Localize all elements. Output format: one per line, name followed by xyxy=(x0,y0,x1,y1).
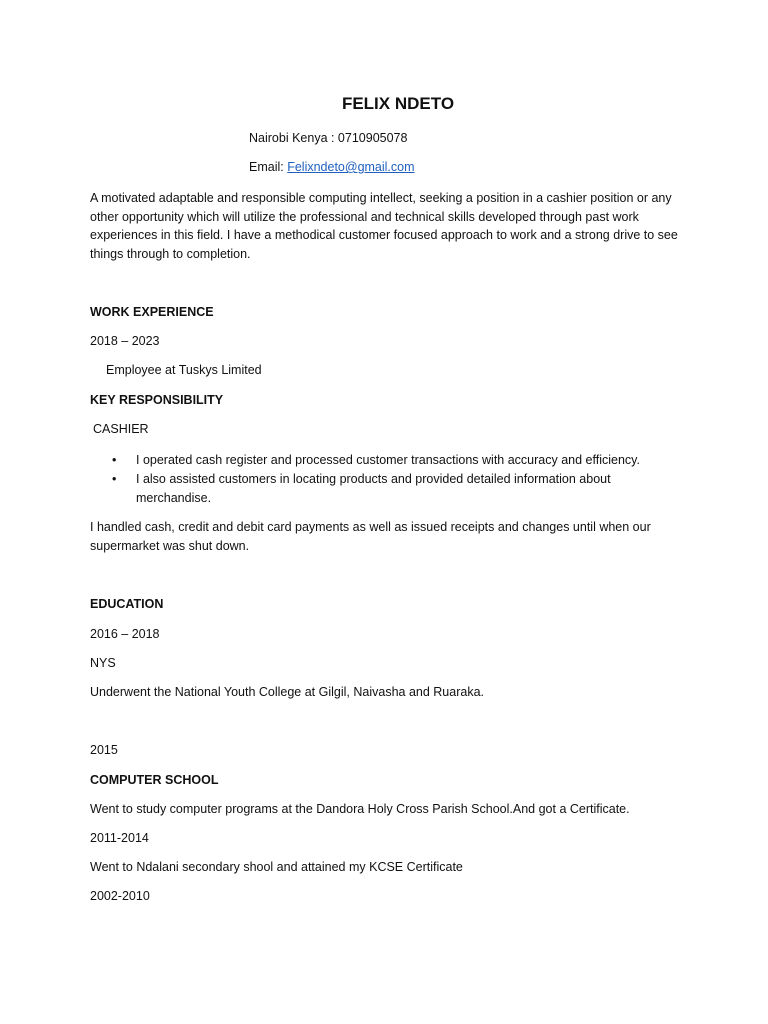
location-phone: Nairobi Kenya : 0710905078 xyxy=(249,131,408,145)
list-item-text: I also assisted customers in locating products and provided detailed information about merchandise. xyxy=(136,472,611,505)
list-item xyxy=(112,470,672,508)
education-year-2: 2015 xyxy=(90,743,118,757)
education-school-1: NYS xyxy=(90,656,116,670)
bullet-icon: • xyxy=(112,472,117,486)
list-item xyxy=(112,451,672,470)
bullet-icon: • xyxy=(112,453,117,467)
computer-school-heading: COMPUTER SCHOOL xyxy=(90,773,219,787)
work-years: 2018 – 2023 xyxy=(90,334,160,348)
education-desc-1: Underwent the National Youth College at Gilgil, Naivasha and Ruaraka. xyxy=(90,685,484,699)
education-desc-3: Went to Ndalani secondary shool and attained my KCSE Certificate xyxy=(90,860,463,874)
education-heading: EDUCATION xyxy=(90,597,164,611)
position-title: CASHIER xyxy=(93,422,149,436)
summary-paragraph: A motivated adaptable and responsible computing intellect, seeking a position in a cashier position or any other opportunity which will utilize the professional and technical skills developed through past work experiences in this field. I have a methodical customer focused approach to work and a strong drive to see things through to completion. xyxy=(90,191,678,261)
education-years-3: 2011-2014 xyxy=(90,831,149,845)
responsibility-list xyxy=(112,451,672,508)
email-line xyxy=(249,160,415,174)
education-years-4: 2002-2010 xyxy=(90,889,150,903)
candidate-name: FELIX NDETO xyxy=(341,94,455,113)
education-desc-2: Went to study computer programs at the Dandora Holy Cross Parish School.And got a Certificate. xyxy=(90,802,630,816)
work-role: Employee at Tuskys Limited xyxy=(106,363,262,377)
work-experience-heading: WORK EXPERIENCE xyxy=(90,305,214,319)
key-responsibility-heading: KEY RESPONSIBILITY xyxy=(90,393,224,407)
email-link[interactable]: Felixndeto@gmail.com xyxy=(287,160,415,174)
education-years-1: 2016 – 2018 xyxy=(90,627,160,641)
list-item-text: I operated cash register and processed customer transactions with accuracy and efficiency. xyxy=(136,453,640,467)
work-closing-paragraph: I handled cash, credit and debit card payments as well as issued receipts and changes until when our supermarket was shut down. xyxy=(90,520,651,553)
email-label: Email: xyxy=(249,160,288,174)
